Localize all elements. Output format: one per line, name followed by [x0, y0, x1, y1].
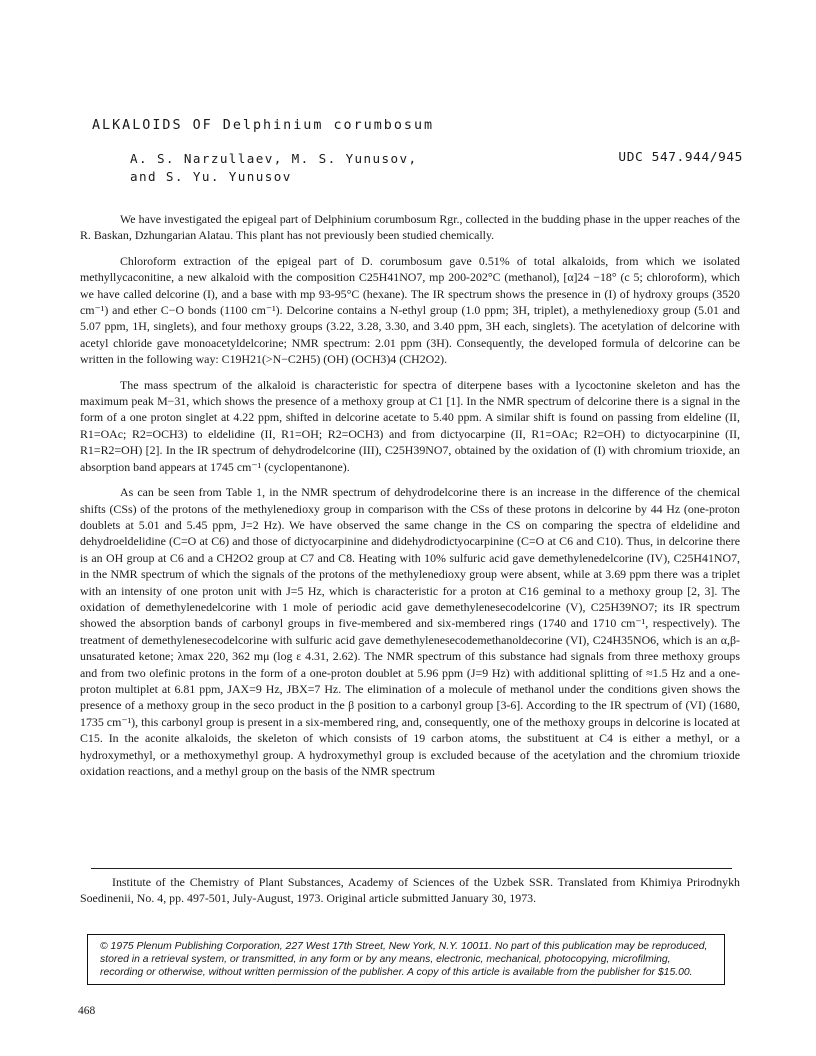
authors-line-1: A. S. Narzullaev, M. S. Yunusov,	[130, 151, 418, 166]
copyright-notice: © 1975 Plenum Publishing Corporation, 227 West 17th Street, New York, N.Y. 10011. No part of this publication may be reproduced, stored in a retrieval system, or transmitted, in any form or by any means, electronic, mechanical, photocopying, microfilming, recording or otherwise, without written permission of the publisher. A copy of this article is available from the publisher for $15.00.	[87, 934, 725, 985]
affiliation-footnote: Institute of the Chemistry of Plant Substances, Academy of Sciences of the Uzbek SSR. Translated from Khimiya Prirodnykh Soedinenii, No. 4, pp. 497-501, July-August, 1973. Original article submitted January 30, 1973.	[80, 875, 740, 905]
article-body	[80, 211, 740, 788]
article-title: ALKALOIDS OF Delphinium corumbosum	[92, 118, 435, 133]
author-list	[130, 150, 417, 186]
page-number: 468	[78, 1005, 96, 1017]
authors-line-2: and S. Yu. Yunusov	[130, 169, 292, 184]
paragraph-3: The mass spectrum of the alkaloid is characteristic for spectra of diterpene bases with a lycoctonine skeleton and has the maximum peak M−31, which shows the presence of a methoxy group at C1 [1]. In the NMR spectrum of delcorine there is a signal in the form of a one proton singlet at 4.22 ppm, shifted in delcorine acetate to 5.40 ppm. A similar shift is found on passing from eldeline (II, R1=OAc; R2=OCH3) to eldelidine (II, R1=OH; R2=OCH3) and from dictyocarpine (II, R1=OAc; R2=OH) to dictyocarpinine (II, R1=R2=OH) [2]. In the IR spectrum of dehydrodelcorine (III), C25H39NO7, obtained by the oxidation of (I) with chromium trioxide, an absorption band appears at 1745 cm⁻¹ (cyclopentanone).	[80, 377, 740, 474]
paragraph-4: As can be seen from Table 1, in the NMR spectrum of dehydrodelcorine there is an increase in the difference of the chemical shifts (CSs) of the protons of the methylenedioxy group in comparison with the CSs of these protons in delcorine by 44 Hz (one-proton doublets at 5.01 and 5.45 ppm, J=2 Hz). We have observed the same change in the CS on comparing the spectra of eldelidine and dehydroeldelidine (C=O at C6) and those of dictyocarpinine and didehydrodictyocarpinine (C=O at C6 and C10). Thus, in delcorine there is an OH group at C6 and a CH2O2 group at C7 and C8. Heating with 10% sulfuric acid gave demethylenedelcorine (IV), C25H41NO7, in the NMR spectrum of which the signals of the protons of the methylenedioxy group were absent, while at 3.69 ppm there was a triplet with an intensity of one proton unit with J=5 Hz, which is characteristic for a proton at C16 geminal to a methoxy group [2, 3]. The oxidation of demethylenedelcorine with 1 mole of periodic acid gave demethylenesecodelcorine (V), C25H39NO7; its IR spectrum showed the absorption bands of carbonyl groups in five-membered and six-membered rings (1740 and 1710 cm⁻¹, respectively). The treatment of demethylenesecodelcorine with sulfuric acid gave demethylenesecodemethanoldecorine (VI), C24H35NO6, which is an α,β-unsaturated ketone; λmax 220, 362 mμ (log ε 4.31, 2.62). The NMR spectrum of this substance had signals from three methoxy groups and from two olefinic protons in the form of a one-proton doublet at 5.96 ppm (J=9 Hz) with additional splitting of ≈1.5 Hz and a one-proton multiplet at 6.81 ppm, JAX=9 Hz, JBX=7 Hz. The elimination of a molecule of methanol under the conditions given shows the presence of a methoxy group in the seco product in the β position to a carbonyl group [3-6]. According to the IR spectrum of (VI) (1680, 1735 cm⁻¹), this carbonyl group is present in a six-membered ring, and, consequently, one of the methoxy groups in delcorine is located at C15. In the aconite alkaloids, the skeleton of which consists of 19 carbon atoms, the substituent at C4 is either a methyl, or a hydroxymethyl, or a methoxymethyl group. A hydroxymethyl group is excluded because of the acetylation and the chromium trioxide oxidation reactions, and a methyl group on the basis of the NMR spectrum	[80, 485, 740, 778]
paragraph-2: Chloroform extraction of the epigeal part of D. corumbosum gave 0.51% of total alkaloids, from which we isolated methyllycaconitine, a new alkaloid with the composition C25H41NO7, mp 200-202°C (methanol), [α]24 −18° (c 5; chloroform), which we have called delcorine (I), and a base with mp 93-95°C (hexane). The IR spectrum shows the presence in (I) of hydroxy groups (3520 cm⁻¹) and ether C−O bonds (1100 cm⁻¹). Delcorine contains a N-ethyl group (1.0 ppm; 3H, triplet), a methylenedioxy group (5.01 and 5.07 ppm, 1H, singlets), and four methoxy groups (3.22, 3.28, 3.30, and 3.40 ppm, 3H each, singlets). The acetylation of delcorine with acetyl chloride gave monoacetyldelcorine; NMR spectrum: 2.01 ppm (3H). Consequently, the developed formula of delcorine can be written in the following way: C19H21(>N−C2H5) (OH) (OCH3)4 (CH2O2).	[80, 253, 740, 367]
paragraph-1: We have investigated the epigeal part of Delphinium corumbosum Rgr., collected in the budding phase in the upper reaches of the R. Baskan, Dzhungarian Alatau. This plant has not previously been studied chemically.	[80, 212, 740, 243]
footnote-divider	[91, 868, 732, 869]
udc-code: UDC 547.944/945	[618, 150, 743, 165]
